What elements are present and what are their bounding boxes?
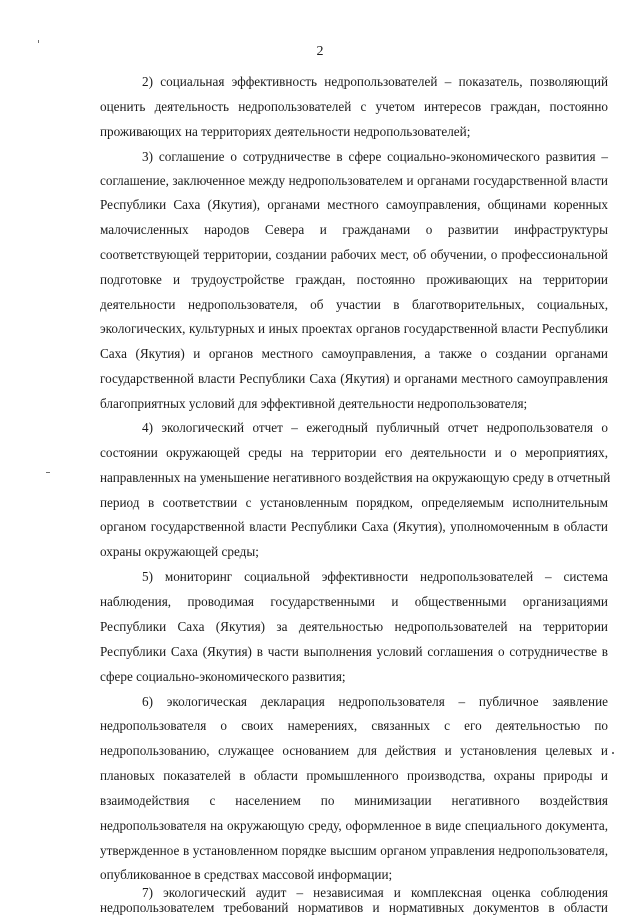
text-line: органом государственной власти Республики Саха (Якутия), уполномоченным в области bbox=[100, 519, 608, 534]
text-line: 7) экологический аудит – независимая и комплексная оценка соблюдения bbox=[142, 885, 608, 900]
text-line: направленных на уменьшение негативного воздействия на окружающую среду в отчетный bbox=[100, 470, 611, 485]
text-line: сфере социально-экономического развития; bbox=[100, 669, 346, 684]
text-line: подготовке и трудоустройстве граждан, постоянно проживающих на территории bbox=[100, 272, 608, 287]
text-line: государственной власти Республики Саха (Якутия) и органами местного самоуправления bbox=[100, 371, 608, 386]
text-line: утвержденное в установленном порядке высшим органом управления недропользователя, bbox=[100, 843, 608, 858]
text-line: Республики Саха (Якутия) в части выполнения условий соглашения о сотрудничестве в bbox=[100, 644, 608, 659]
text-line: благоприятных условий для эффективной деятельности недропользователя; bbox=[100, 396, 528, 411]
text-line: недропользованию, служащее основанием для действия и установления целевых и bbox=[100, 743, 608, 758]
text-line: Саха (Якутия) и органов местного самоуправления, а также о создании органами bbox=[100, 346, 608, 361]
text-line: плановых показателей в области промышленного производства, охраны природы и bbox=[100, 768, 608, 783]
text-line: соответствующей территории, создании рабочих мест, об обучении, о профессиональной bbox=[100, 247, 608, 262]
scan-mark bbox=[38, 40, 39, 43]
text-line: проживающих на территориях деятельности недропользователей; bbox=[100, 124, 471, 139]
text-line: состоянии окружающей среды на территории его деятельности и о мероприятиях, bbox=[100, 445, 608, 460]
text-line: деятельности недропользователя, об участии в благотворительных, социальных, bbox=[100, 297, 608, 312]
text-line: опубликованное в средствах массовой информации; bbox=[100, 867, 393, 882]
text-line: 5) мониторинг социальной эффективности недропользователей – система bbox=[142, 569, 608, 584]
text-line: 6) экологическая декларация недропользователя – публичное заявление bbox=[142, 694, 608, 709]
scan-mark bbox=[46, 472, 50, 473]
text-line: 3) соглашение о сотрудничестве в сфере социально-экономического развития – bbox=[142, 149, 608, 164]
text-line: охраны окружающей среды; bbox=[100, 544, 259, 559]
text-line: период в соответствии с установленным порядком, определяемым исполнительным bbox=[100, 495, 608, 510]
text-line: 2) социальная эффективность недропользователей – показатель, позволяющий bbox=[142, 74, 608, 89]
text-line: Республики Саха (Якутия), органами местного самоуправления, общинами коренных bbox=[100, 197, 608, 212]
page-number: 2 bbox=[316, 44, 324, 59]
text-line: Республики Саха (Якутия) за деятельностью недропользователей на территории bbox=[100, 619, 608, 634]
text-line: экологических, культурных и иных проектах органов государственной власти Республики bbox=[100, 321, 608, 336]
text-line: недропользователем требований нормативов и нормативных документов в области bbox=[100, 900, 608, 915]
text-line: наблюдения, проводимая государственными и общественными организациями bbox=[100, 594, 608, 609]
text-line: недропользователя на окружающую среду, оформленное в виде специального документа, bbox=[100, 818, 608, 833]
text-line: взаимодействия с населением по минимизации негативного воздействия bbox=[100, 793, 608, 808]
text-line: 4) экологический отчет – ежегодный публичный отчет недропользователя о bbox=[142, 420, 608, 435]
text-line: недропользователя о своих намерениях, связанных с его деятельностью по bbox=[100, 718, 608, 733]
text-line: соглашение, заключенное между недропользователем и органами государственной власти bbox=[100, 173, 608, 188]
text-line: оценить деятельность недропользователей с учетом интересов граждан, постоянно bbox=[100, 99, 608, 114]
scan-mark bbox=[612, 752, 614, 754]
text-line: малочисленных народов Севера и гражданами о развитии инфраструктуры bbox=[100, 222, 608, 237]
